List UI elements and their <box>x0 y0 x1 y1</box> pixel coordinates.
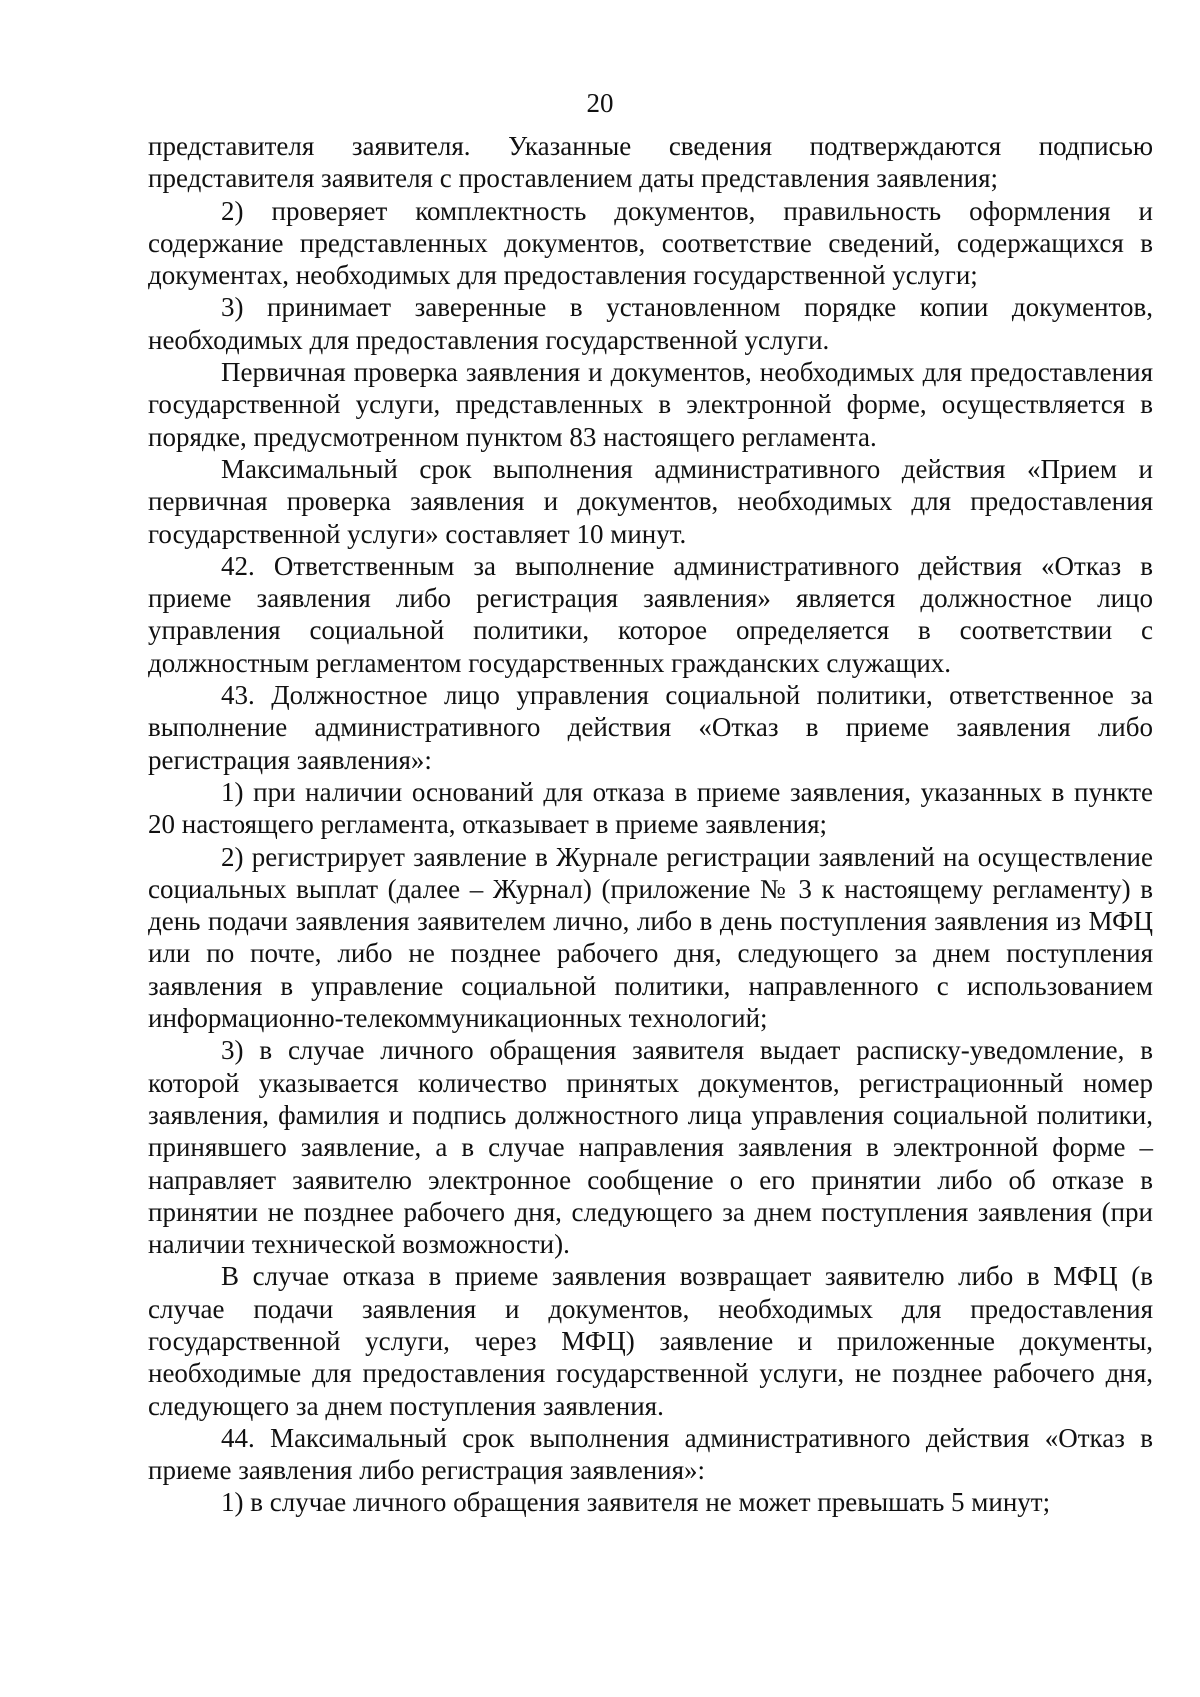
paragraph-item-43: 43. Должностное лицо управления социальной политики, ответственное за выполнение административного действия «Отказ в приеме заявления либо регистрация заявления»: <box>148 680 1153 775</box>
paragraph: Первичная проверка заявления и документов, необходимых для предоставления государственной услуги, представленных в электронной форме, осуществляется в порядке, предусмотренном пунктом 83 настоящего регламента. <box>148 357 1153 452</box>
page-number: 20 <box>586 88 614 118</box>
paragraph: В случае отказа в приеме заявления возвращает заявителю либо в МФЦ (в случае подачи заявления и документов, необходимых для предоставления государственной услуги, через МФЦ) заявление и приложенные документы, необходимые для предоставления государственной услуги, не позднее рабочего дня, следующего за днем поступления заявления. <box>148 1261 1153 1421</box>
paragraph-continuation: представителя заявителя. Указанные сведения подтверждаются подписью представителя заявителя с проставлением даты представления заявления; <box>148 131 1153 194</box>
paragraph: Максимальный срок выполнения административного действия «Прием и первичная проверка заявления и документов, необходимых для предоставления государственной услуги» составляет 10 минут. <box>148 453 1153 549</box>
paragraph: 2) проверяет комплектность документов, правильность оформления и содержание представленных документов, соответствие сведений, содержащихся в документах, необходимых для предоставления государственной услуги; <box>148 195 1153 291</box>
paragraph: 3) в случае личного обращения заявителя выдает расписку-уведомление, в которой указывается количество принятых документов, регистрационный номер заявления, фамилия и подпись должностного лица управления социальной политики, принявшего заявление, а в случае направления заявления в электронной форме – направляет заявителю электронное сообщение о его принятии либо об отказе в принятии не позднее рабочего дня, следующего за днем поступления заявления (при наличии технической возможности). <box>148 1035 1153 1260</box>
paragraph: 3) принимает заверенные в установленном порядке копии документов, необходимых для предоставления государственной услуги. <box>148 292 1153 355</box>
paragraph: 1) в случае личного обращения заявителя не может превышать 5 минут; <box>221 1487 1051 1518</box>
paragraph-item-44: 44. Максимальный срок выполнения административного действия «Отказ в приеме заявления либо регистрация заявления»: <box>148 1422 1153 1486</box>
paragraph: 1) при наличии оснований для отказа в приеме заявления, указанных в пункте 20 настоящего регламента, отказывает в приеме заявления; <box>148 776 1153 840</box>
paragraph-item-42: 42. Ответственным за выполнение административного действия «Отказ в приеме заявления либо регистрация заявления» является должностное лицо управления социальной политики, которое определяется в соответствии с должностным регламентом государственных гражданских служащих. <box>148 550 1153 678</box>
paragraph: 2) регистрирует заявление в Журнале регистрации заявлений на осуществление социальных выплат (далее – Журнал) (приложение № 3 к настоящему регламенту) в день подачи заявления заявителем лично, либо в день поступления заявления из МФЦ или по почте, либо не позднее рабочего дня, следующего за днем поступления заявления в управление социальной политики, направленного с использованием информационно-телекоммуникационных технологий; <box>148 841 1153 1034</box>
document-body <box>148 130 1153 1519</box>
